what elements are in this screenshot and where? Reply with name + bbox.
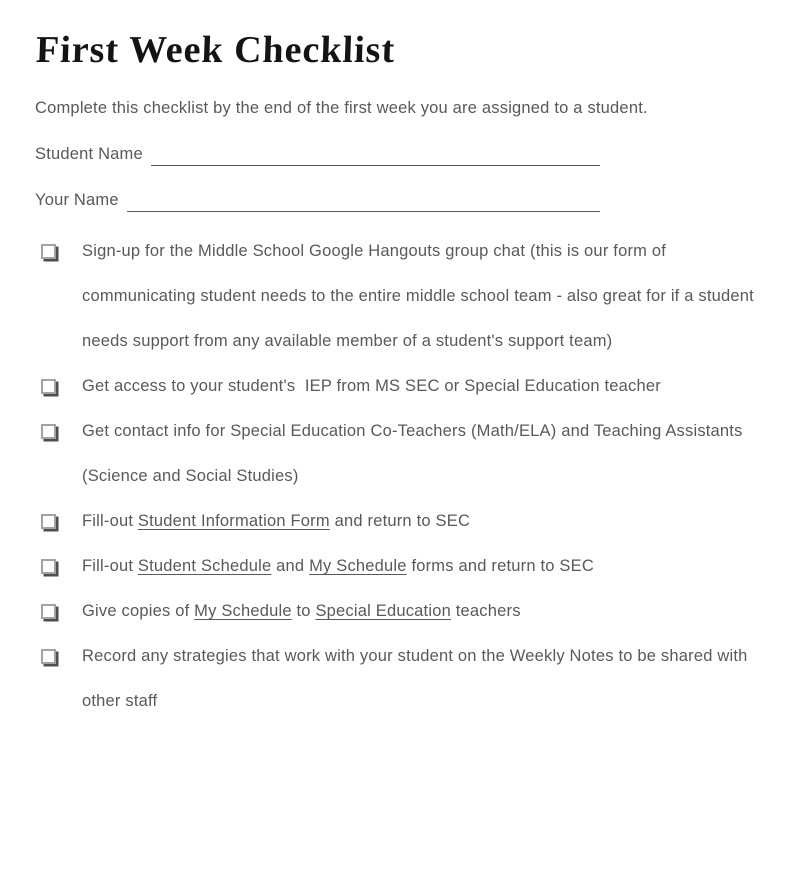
checkbox-cell xyxy=(35,409,82,439)
checklist-item-text xyxy=(82,229,765,364)
checklist-item xyxy=(35,589,765,634)
underlined-link[interactable]: Special Education xyxy=(315,602,451,620)
student-name-field xyxy=(35,131,600,177)
item-text-segment: Fill-out xyxy=(82,557,138,575)
checklist-item-text xyxy=(82,409,765,499)
name-fields xyxy=(35,131,765,223)
checklist-item xyxy=(35,544,765,589)
checkbox-icon[interactable] xyxy=(41,379,56,394)
checkbox-icon[interactable] xyxy=(41,514,56,529)
checklist-item xyxy=(35,499,765,544)
checkbox-cell xyxy=(35,499,82,529)
underlined-link[interactable]: Student Schedule xyxy=(137,557,272,575)
item-text-segment: to xyxy=(291,602,316,620)
checkbox-cell xyxy=(35,544,82,574)
student-name-label: Student Name xyxy=(35,145,143,163)
checkbox-icon[interactable] xyxy=(41,424,56,439)
item-text-segment: Get access to your student's IEP from MS SEC or Special Education teacher xyxy=(82,377,661,395)
underlined-link[interactable]: My Schedule xyxy=(309,557,407,575)
checkbox-cell xyxy=(35,589,82,619)
checklist-item-text xyxy=(82,544,765,589)
checklist-item-text xyxy=(82,634,765,724)
checkbox-icon[interactable] xyxy=(41,649,56,664)
checklist-item-text xyxy=(82,499,765,544)
item-text-segment: Record any strategies that work with your student on the Weekly Notes to be shared with other staff xyxy=(82,647,753,710)
item-text-segment: Get contact info for Special Education Co-Teachers (Math/ELA) and Teaching Assistants (Science and Social Studies) xyxy=(82,422,748,485)
checkbox-cell xyxy=(35,634,82,664)
intro-text: Complete this checklist by the end of the first week you are assigned to a student. xyxy=(35,99,648,117)
checklist-item xyxy=(35,229,765,364)
your-name-label: Your Name xyxy=(35,191,119,209)
your-name-field xyxy=(35,177,600,223)
item-text-segment: Fill-out xyxy=(82,512,138,530)
student-name-blank-line[interactable] xyxy=(151,131,600,166)
checklist-item xyxy=(35,409,765,499)
underlined-link[interactable]: My Schedule xyxy=(194,602,292,620)
page-title: First Week Checklist xyxy=(35,29,396,71)
item-text-segment: Sign-up for the Middle School Google Hangouts group chat (this is our form of communicating student needs to the entire middle school team - also great for if a student needs support from any available member of a student's support team) xyxy=(82,242,759,350)
checklist-item xyxy=(35,634,765,724)
checkbox-cell xyxy=(35,229,82,259)
item-text-segment: teachers xyxy=(450,602,521,620)
item-text-segment: and xyxy=(271,557,310,575)
underlined-link[interactable]: Student Information Form xyxy=(137,512,330,530)
checklist-item-text xyxy=(82,589,765,634)
item-text-segment: forms and return to SEC xyxy=(406,557,594,575)
item-text-segment: Give copies of xyxy=(82,602,195,620)
item-text-segment: and return to SEC xyxy=(329,512,471,530)
your-name-blank-line[interactable] xyxy=(127,177,600,212)
checkbox-icon[interactable] xyxy=(41,244,56,259)
checklist xyxy=(35,229,765,724)
checklist-item-text xyxy=(82,364,765,409)
checkbox-icon[interactable] xyxy=(41,604,56,619)
checkbox-cell xyxy=(35,364,82,394)
checklist-item xyxy=(35,364,765,409)
checkbox-icon[interactable] xyxy=(41,559,56,574)
